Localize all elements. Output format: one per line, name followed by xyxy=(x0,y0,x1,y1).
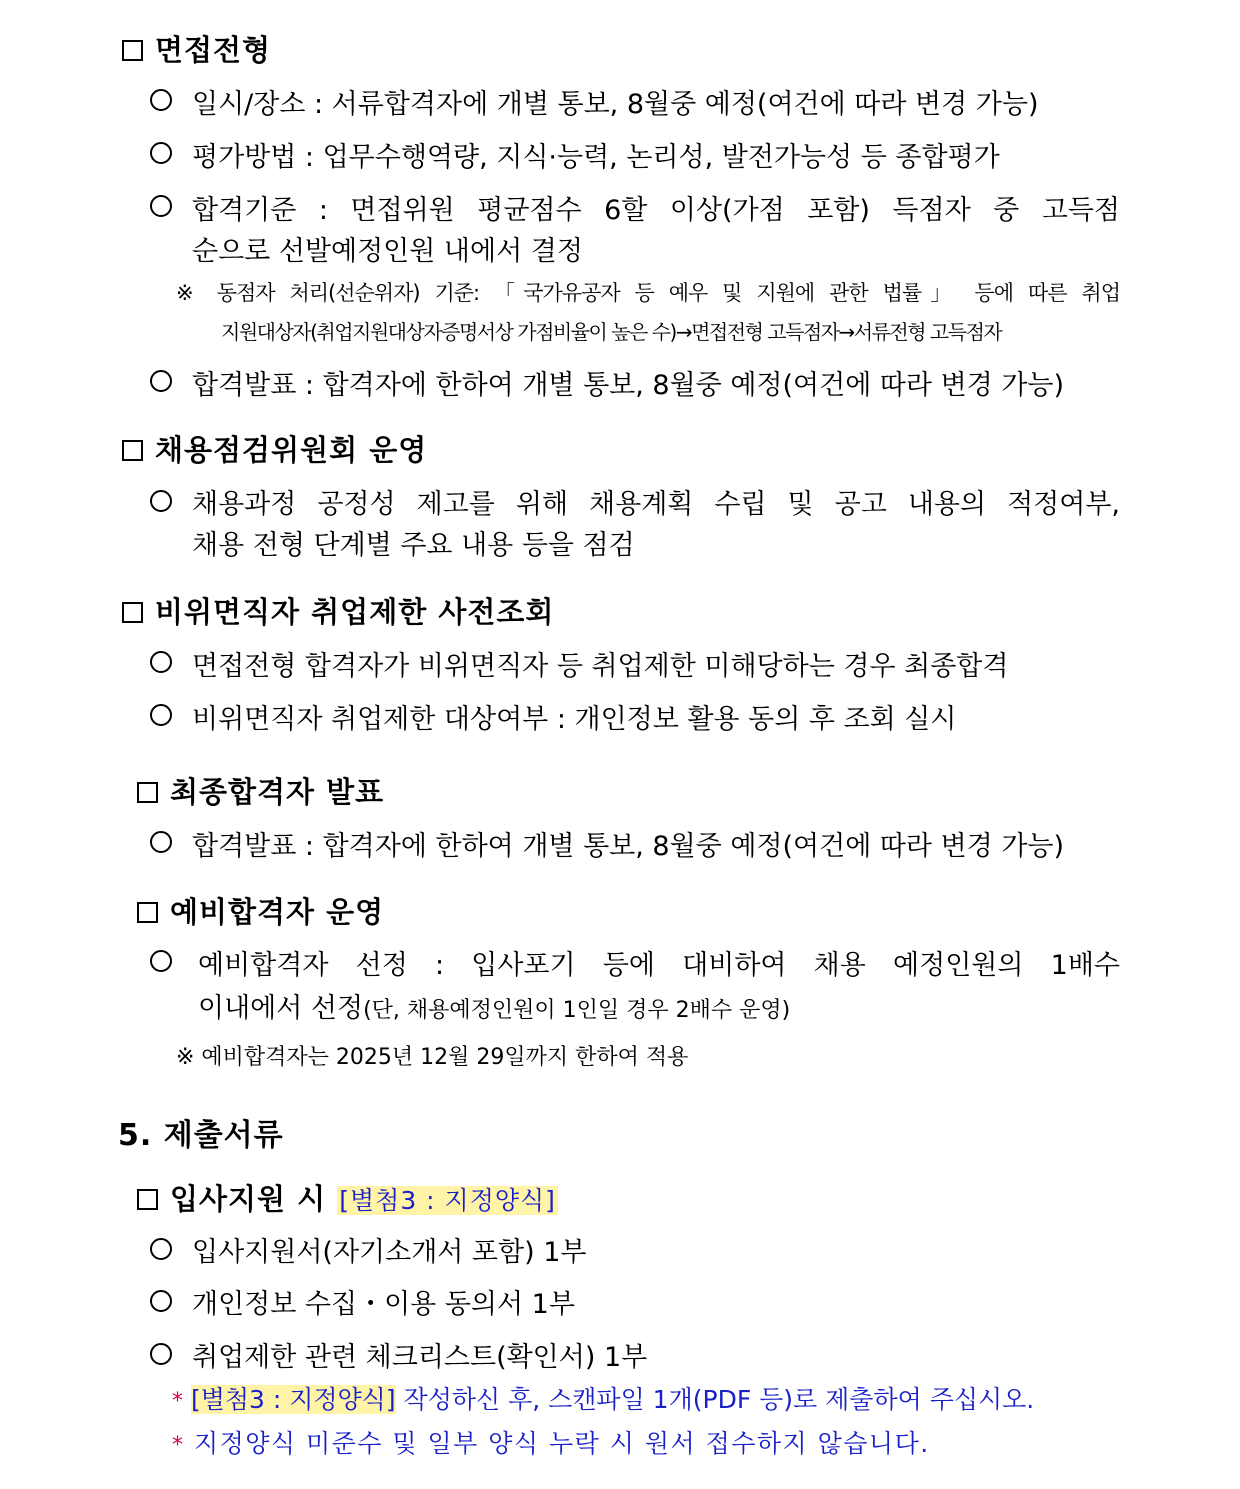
asterisk-marker: * xyxy=(172,1389,183,1414)
documents-item1: 입사지원서(자기소개서 포함) 1부 xyxy=(192,1237,587,1268)
bullet-circle-icon xyxy=(150,831,172,853)
bullet-circle-icon xyxy=(150,950,172,972)
documents-subtitle: 입사지원 시 [별첨3 : 지정양식] xyxy=(137,1177,558,1218)
section-committee-title: 채용점검위원회 운영 xyxy=(122,428,427,469)
section-interview-title: 면접전형 xyxy=(122,28,271,69)
final-announce: 합격발표 : 합격자에 한하여 개별 통보, 8월중 예정(여건에 따라 변경 가능) xyxy=(192,831,1065,862)
reserve-line2: 이내에서 선정(단, 채용예정인원이 1인일 경우 2배수 운영) xyxy=(198,993,791,1024)
tie-break-note-line1: ※ 동점자 처리(선순위자) 기준: 「국가유공자 등 예우 및 지원에 관한 법률」 등에 따른 취업 xyxy=(176,281,1120,305)
documents-item2: 개인정보 수집・이용 동의서 1부 xyxy=(192,1289,575,1320)
documents-heading: 5. 제출서류 xyxy=(118,1118,284,1153)
reserve-line1: 예비합격자 선정 : 입사포기 등에 대비하여 채용 예정인원의 1배수 xyxy=(198,950,1120,981)
section-final-title: 최종합격자 발표 xyxy=(137,770,384,811)
documents-item3: 취업제한 관련 체크리스트(확인서) 1부 xyxy=(192,1342,648,1373)
interview-schedule: 일시/장소 : 서류합격자에 개별 통보, 8월중 예정(여건에 따라 변경 가능) xyxy=(192,89,1039,120)
bullet-circle-icon xyxy=(150,1290,172,1312)
checkbox-square-icon xyxy=(137,1189,158,1210)
bullet-circle-icon xyxy=(150,195,172,217)
section-reserve-title: 예비합격자 운영 xyxy=(137,890,384,931)
inquiry-item1: 면접전형 합격자가 비위면직자 등 취업제한 미해당하는 경우 최종합격 xyxy=(192,651,1009,682)
asterisk-marker: * xyxy=(172,1433,185,1458)
inquiry-item2: 비위면직자 취업제한 대상여부 : 개인정보 활용 동의 후 조회 실시 xyxy=(192,704,957,735)
bullet-circle-icon xyxy=(150,142,172,164)
bullet-circle-icon xyxy=(150,704,172,726)
interview-announce: 합격발표 : 합격자에 한하여 개별 통보, 8월중 예정(여건에 따라 변경 가능) xyxy=(192,370,1065,401)
checkbox-square-icon xyxy=(137,782,158,803)
committee-line2: 채용 전형 단계별 주요 내용 등을 점검 xyxy=(192,530,635,561)
interview-criteria-line1: 합격기준 : 면접위원 평균점수 6할 이상(가점 포함) 득점자 중 고득점 xyxy=(192,195,1120,226)
section-inquiry-title: 비위면직자 취업제한 사전조회 xyxy=(122,590,554,631)
bullet-circle-icon xyxy=(150,89,172,111)
bullet-circle-icon xyxy=(150,370,172,392)
bullet-circle-icon xyxy=(150,651,172,673)
attachment-tag: [별첨3 : 지정양식] xyxy=(190,1385,396,1414)
interview-criteria-line2: 순으로 선발예정인원 내에서 결정 xyxy=(192,236,583,267)
checkbox-square-icon xyxy=(122,440,143,461)
checkbox-square-icon xyxy=(137,902,158,923)
documents-note1: * [별첨3 : 지정양식] 작성하신 후, 스캔파일 1개(PDF 등)로 제출하여 주십시오. xyxy=(172,1385,1035,1414)
bullet-circle-icon xyxy=(150,1238,172,1260)
reserve-note: ※ 예비합격자는 2025년 12월 29일까지 한하여 적용 xyxy=(176,1045,689,1070)
bullet-circle-icon xyxy=(150,490,172,512)
checkbox-square-icon xyxy=(122,602,143,623)
attachment-tag: [별첨3 : 지정양식] xyxy=(339,1186,556,1215)
interview-method: 평가방법 : 업무수행역량, 지식·능력, 논리성, 발전가능성 등 종합평가 xyxy=(192,142,1000,173)
bullet-circle-icon xyxy=(150,1343,172,1365)
checkbox-square-icon xyxy=(122,40,143,61)
documents-note2: * 지정양식 미준수 및 일부 양식 누락 시 원서 접수하지 않습니다. xyxy=(172,1429,930,1458)
committee-line1: 채용과정 공정성 제고를 위해 채용계획 수립 및 공고 내용의 적정여부, xyxy=(192,489,1120,520)
tie-break-note-line2: 지원대상자(취업지원대상자증명서상 가점비율이 높은 수)→면접전형 고득점자→서류전형 고득점자 xyxy=(221,320,1002,344)
